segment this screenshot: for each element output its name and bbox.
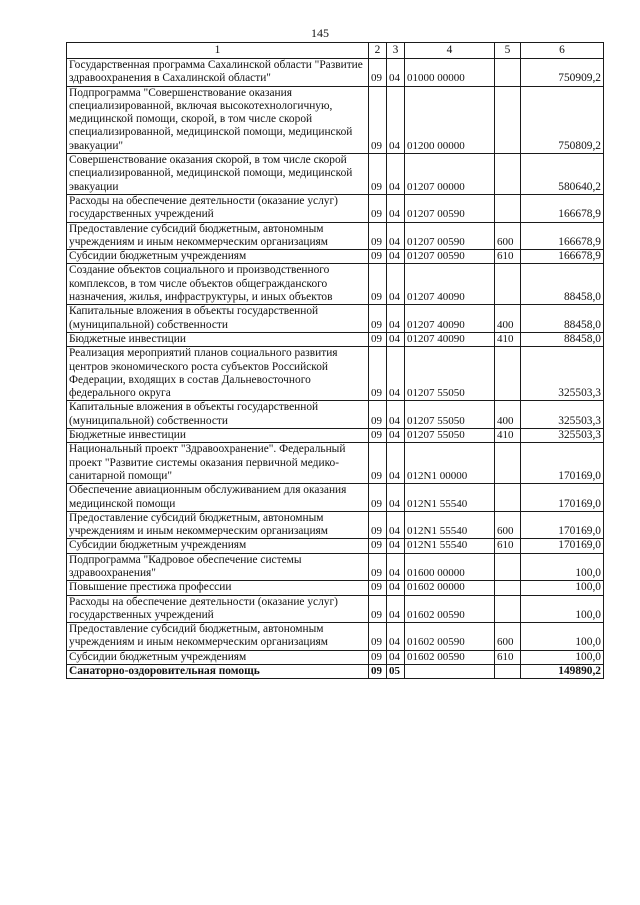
row-amount-cell: 88458,0 [521,332,604,346]
row-expense-type-cell: 610 [495,539,521,553]
row-expense-type-cell: 600 [495,623,521,651]
row-expense-type-cell [495,665,521,679]
row-section-cell: 09 [369,650,387,664]
header-col-1: 1 [67,43,369,59]
row-subsection-cell: 04 [387,650,405,664]
row-name-cell: Предоставление субсидий бюджетным, автономным учреждениям и иным некоммерческим организациям [67,511,369,539]
row-expense-type-cell: 400 [495,401,521,429]
row-expense-type-cell: 410 [495,332,521,346]
row-amount-cell: 166678,9 [521,194,604,222]
row-target-code-cell: 01207 00590 [405,222,495,250]
row-target-code-cell: 01600 00000 [405,553,495,581]
row-section-cell: 09 [369,222,387,250]
row-name-cell: Субсидии бюджетным учреждениям [67,539,369,553]
row-target-code-cell: 01207 40090 [405,264,495,305]
table-row [67,332,604,346]
row-name-cell: Бюджетные инвестиции [67,429,369,443]
table-row [67,623,604,651]
row-subsection-cell: 04 [387,59,405,87]
row-amount-cell: 170169,0 [521,511,604,539]
row-subsection-cell: 04 [387,154,405,195]
row-amount-cell: 88458,0 [521,264,604,305]
row-name-cell: Повышение престижа профессии [67,581,369,595]
row-section-cell: 09 [369,553,387,581]
header-col-3: 3 [387,43,405,59]
row-expense-type-cell [495,264,521,305]
row-expense-type-cell [495,484,521,512]
row-name-cell: Совершенствование оказания скорой, в том числе скорой специализированной, медицинской помощи, медицинской эвакуации [67,154,369,195]
row-name-cell: Бюджетные инвестиции [67,332,369,346]
header-col-2: 2 [369,43,387,59]
row-expense-type-cell: 600 [495,511,521,539]
row-target-code-cell: 01207 55050 [405,429,495,443]
header-col-6: 6 [521,43,604,59]
row-target-code-cell: 01207 00590 [405,250,495,264]
row-name-cell: Капитальные вложения в объекты государственной (муниципальной) собственности [67,305,369,333]
row-subsection-cell: 05 [387,665,405,679]
row-amount-cell: 166678,9 [521,222,604,250]
row-amount-cell: 750909,2 [521,59,604,87]
row-target-code-cell: 01207 40090 [405,305,495,333]
row-subsection-cell: 04 [387,623,405,651]
table-row [67,443,604,484]
row-section-cell: 09 [369,511,387,539]
row-amount-cell: 100,0 [521,650,604,664]
row-target-code-cell: 01207 55050 [405,347,495,401]
row-subsection-cell: 04 [387,264,405,305]
row-subsection-cell: 04 [387,429,405,443]
row-amount-cell: 170169,0 [521,443,604,484]
row-subsection-cell: 04 [387,581,405,595]
table-row [67,264,604,305]
row-amount-cell: 149890,2 [521,665,604,679]
row-target-code-cell: 012N1 55540 [405,484,495,512]
row-name-cell: Обеспечение авиационным обслуживанием для оказания медицинской помощи [67,484,369,512]
row-expense-type-cell [495,347,521,401]
row-section-cell: 09 [369,401,387,429]
row-amount-cell: 170169,0 [521,484,604,512]
row-subsection-cell: 04 [387,484,405,512]
table-row [67,484,604,512]
row-name-cell: Предоставление субсидий бюджетным, автономным учреждениям и иным некоммерческим организациям [67,222,369,250]
row-expense-type-cell: 610 [495,250,521,264]
row-expense-type-cell [495,595,521,623]
table-body [67,59,604,679]
row-section-cell: 09 [369,539,387,553]
row-section-cell: 09 [369,86,387,153]
row-section-cell: 09 [369,623,387,651]
row-section-cell: 09 [369,154,387,195]
table-row [67,650,604,664]
row-expense-type-cell: 410 [495,429,521,443]
table-row [67,665,604,679]
table-row [67,86,604,153]
row-target-code-cell: 012N1 55540 [405,539,495,553]
table-row [67,59,604,87]
row-name-cell: Субсидии бюджетным учреждениям [67,650,369,664]
row-target-code-cell [405,665,495,679]
row-section-cell: 09 [369,443,387,484]
row-subsection-cell: 04 [387,86,405,153]
row-amount-cell: 88458,0 [521,305,604,333]
row-amount-cell: 170169,0 [521,539,604,553]
row-name-cell: Подпрограмма "Кадровое обеспечение системы здравоохранения" [67,553,369,581]
row-target-code-cell: 01207 00590 [405,194,495,222]
row-section-cell: 09 [369,484,387,512]
row-section-cell: 09 [369,332,387,346]
row-target-code-cell: 01207 00000 [405,154,495,195]
row-expense-type-cell [495,553,521,581]
row-expense-type-cell [495,194,521,222]
row-expense-type-cell [495,59,521,87]
table-row [67,154,604,195]
row-subsection-cell: 04 [387,511,405,539]
table-row [67,429,604,443]
table-row [67,511,604,539]
header-col-4: 4 [405,43,495,59]
row-name-cell: Национальный проект "Здравоохранение". Федеральный проект "Развитие системы оказания первичной медико-санитарной помощи" [67,443,369,484]
row-name-cell: Создание объектов социального и производственного комплексов, в том числе объектов общегражданского назначения, жилья, инфраструктуры, и иных объектов [67,264,369,305]
row-target-code-cell: 01000 00000 [405,59,495,87]
table-row [67,222,604,250]
row-amount-cell: 325503,3 [521,429,604,443]
row-name-cell: Расходы на обеспечение деятельности (оказание услуг) государственных учреждений [67,194,369,222]
row-amount-cell: 580640,2 [521,154,604,195]
row-amount-cell: 100,0 [521,553,604,581]
header-col-5: 5 [495,43,521,59]
row-amount-cell: 750809,2 [521,86,604,153]
row-target-code-cell: 01207 55050 [405,401,495,429]
row-name-cell: Подпрограмма "Совершенствование оказания специализированной, включая высокотехнологичную, медицинской помощи, скорой, в том числе скорой специализированной, медицинской помощи, медицинской эвакуации" [67,86,369,153]
table-row [67,401,604,429]
row-expense-type-cell: 400 [495,305,521,333]
row-subsection-cell: 04 [387,401,405,429]
table-row [67,194,604,222]
budget-table [66,42,604,679]
row-subsection-cell: 04 [387,443,405,484]
row-section-cell: 09 [369,581,387,595]
row-name-cell: Расходы на обеспечение деятельности (оказание услуг) государственных учреждений [67,595,369,623]
row-expense-type-cell [495,581,521,595]
table-row [67,539,604,553]
row-amount-cell: 100,0 [521,595,604,623]
table-row [67,250,604,264]
row-expense-type-cell: 600 [495,222,521,250]
row-section-cell: 09 [369,347,387,401]
row-target-code-cell: 01207 40090 [405,332,495,346]
row-amount-cell: 100,0 [521,581,604,595]
row-section-cell: 09 [369,250,387,264]
table-row [67,595,604,623]
row-subsection-cell: 04 [387,194,405,222]
row-expense-type-cell: 610 [495,650,521,664]
table-row [67,347,604,401]
row-name-cell: Субсидии бюджетным учреждениям [67,250,369,264]
row-expense-type-cell [495,154,521,195]
table-row [67,581,604,595]
row-amount-cell: 100,0 [521,623,604,651]
row-target-code-cell: 01602 00590 [405,650,495,664]
table-row [67,553,604,581]
row-section-cell: 09 [369,59,387,87]
row-target-code-cell: 01602 00000 [405,581,495,595]
row-target-code-cell: 01602 00590 [405,595,495,623]
row-target-code-cell: 01200 00000 [405,86,495,153]
row-subsection-cell: 04 [387,305,405,333]
row-subsection-cell: 04 [387,332,405,346]
row-amount-cell: 325503,3 [521,347,604,401]
row-name-cell: Санаторно-оздоровительная помощь [67,665,369,679]
row-section-cell: 09 [369,264,387,305]
row-subsection-cell: 04 [387,595,405,623]
row-target-code-cell: 012N1 55540 [405,511,495,539]
page-number: 145 [311,26,329,40]
table-header-row [67,43,604,59]
row-subsection-cell: 04 [387,539,405,553]
row-section-cell: 09 [369,429,387,443]
row-amount-cell: 166678,9 [521,250,604,264]
row-name-cell: Предоставление субсидий бюджетным, автономным учреждениям и иным некоммерческим организациям [67,623,369,651]
row-section-cell: 09 [369,595,387,623]
row-section-cell: 09 [369,665,387,679]
row-amount-cell: 325503,3 [521,401,604,429]
row-expense-type-cell [495,86,521,153]
row-target-code-cell: 012N1 00000 [405,443,495,484]
row-section-cell: 09 [369,194,387,222]
row-section-cell: 09 [369,305,387,333]
row-name-cell: Капитальные вложения в объекты государственной (муниципальной) собственности [67,401,369,429]
row-name-cell: Реализация мероприятий планов социального развития центров экономического роста субъектов Российской Федерации, входящих в состав Дальневосточного федерального округа [67,347,369,401]
row-target-code-cell: 01602 00590 [405,623,495,651]
row-expense-type-cell [495,443,521,484]
row-subsection-cell: 04 [387,553,405,581]
table-row [67,305,604,333]
row-subsection-cell: 04 [387,347,405,401]
row-subsection-cell: 04 [387,222,405,250]
row-name-cell: Государственная программа Сахалинской области "Развитие здравоохранения в Сахалинской области" [67,59,369,87]
row-subsection-cell: 04 [387,250,405,264]
